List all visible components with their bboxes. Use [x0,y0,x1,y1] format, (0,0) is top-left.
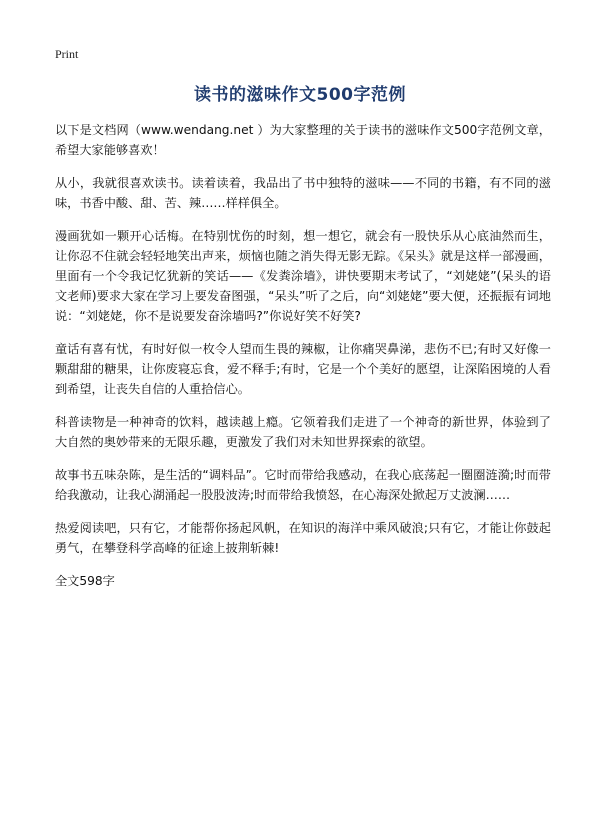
intro-paragraph: 以下是文档网（www.wendang.net ）为大家整理的关于读书的滋味作文500字范例文章，希望大家能够喜欢！ [55,123,551,157]
word-count: 全文598字 [55,574,115,588]
print-label[interactable]: Print [55,47,79,61]
article-body [55,120,551,591]
body-paragraph-4: 科普读物是一种神奇的饮料，越读越上瘾。它领着我们走进了一个神奇的新世界，体验到了大自然的奥妙带来的无限乐趣，更激发了我们对未知世界探索的欲望。 [55,415,551,449]
body-paragraph-2: 漫画犹如一颗开心话梅。在特别忧伤的时刻，想一想它，就会有一股快乐从心底油然而生，让你忍不住就会轻轻地笑出声来，烦恼也随之消失得无影无踪。《呆头》就是这样一部漫画，里面有一个令我记忆犹新的笑话——《发粪涂墙》，讲快要期末考试了，“刘姥姥”(呆头的语文老师)要求大家在学习上要发奋图强，“呆头”听了之后，向“刘姥姥”要大便，还振振有词地说：“刘姥姥，你不是说要发奋涂墙吗?”你说好笑不好笑? [55,229,551,323]
body-paragraph-3: 童话有喜有忧，有时好似一枚令人望而生畏的辣椒，让你痛哭鼻涕，悲伤不已;有时又好像一颗甜甜的糖果，让你废寝忘食，爱不释手;有时，它是一个个美好的愿望，让深陷困境的人看到希望，让丧失自信的人重拾信心。 [55,342,551,396]
page-title: 读书的滋味作文500字范例 [194,85,406,105]
body-paragraph-6: 热爱阅读吧，只有它，才能帮你扬起风帆，在知识的海洋中乘风破浪;只有它，才能让你鼓起勇气，在攀登科学高峰的征途上披荆斩棘! [55,521,551,555]
body-paragraph-5: 故事书五味杂陈，是生活的“调料品”。它时而带给我感动，在我心底荡起一圈圈涟漪;时而带给我激动，让我心湖涌起一股股波涛;时而带给我愤怒，在心海深处掀起万丈波澜…… [55,468,551,502]
body-paragraph-1: 从小，我就很喜欢读书。读着读着，我品出了书中独特的滋味——不同的书籍，有不同的滋味，书香中酸、甜、苦、辣……样样俱全。 [55,176,551,210]
